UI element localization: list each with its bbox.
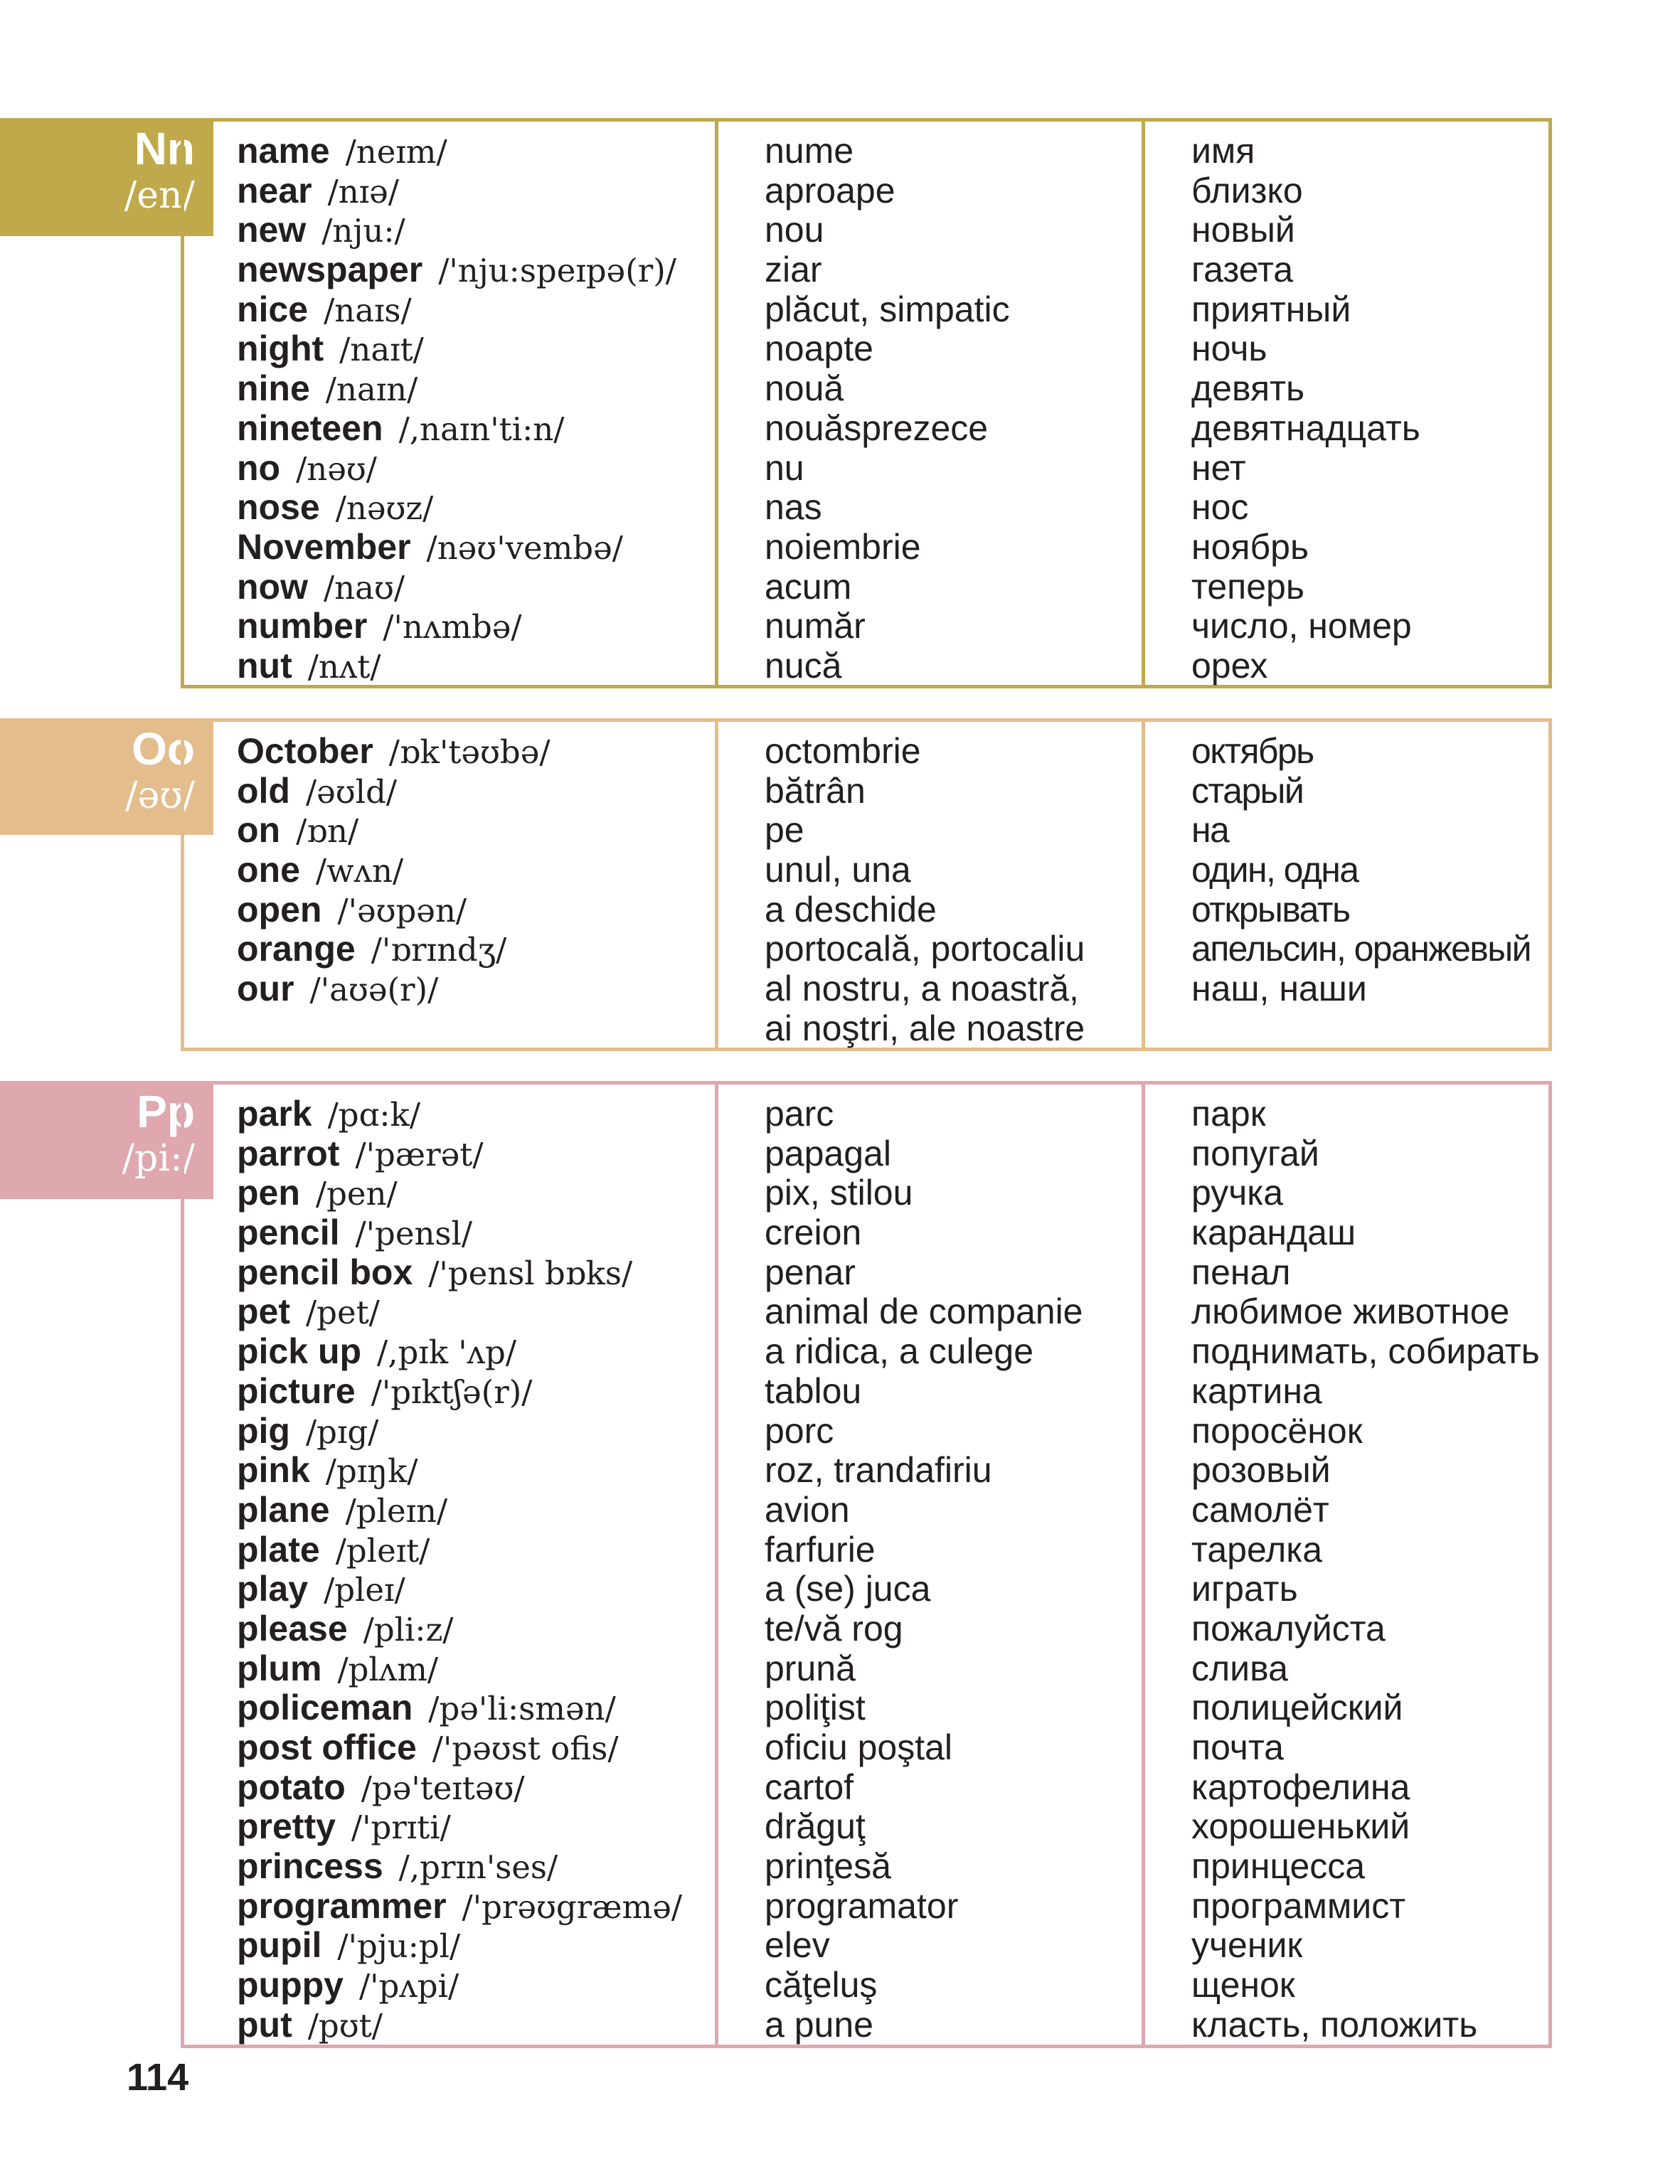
romanian-translation: a (se) juca (765, 1569, 931, 1609)
romanian-translation: a deschide (765, 889, 937, 929)
russian-translation: открывать (1191, 889, 1350, 929)
entry-english (237, 607, 676, 646)
russian-translation: принцесса (1191, 1846, 1366, 1887)
headword: policeman (237, 1688, 413, 1728)
russian-translation: нет (1191, 447, 1246, 488)
romanian-translation: penar (765, 1252, 856, 1292)
entry-english (237, 1887, 682, 1927)
russian-translation: пенал (1191, 1252, 1291, 1292)
entry-english (237, 1134, 682, 1174)
russian-translation: щенок (1191, 1965, 1295, 2005)
transcription: /pɪŋk/ (325, 1452, 418, 1491)
romanian-translation: animal de companie (765, 1291, 1083, 1332)
entry-english (237, 528, 676, 568)
headword: nut (237, 645, 292, 686)
transcription: /pə'teɪtəʊ/ (361, 1769, 525, 1807)
transcription: /pɪg/ (305, 1412, 379, 1451)
romanian-translation: bătrân (765, 770, 866, 811)
transcription: /nəʊz/ (335, 489, 434, 528)
russian-translation: играть (1191, 1569, 1298, 1609)
transcription: /əʊld/ (305, 772, 398, 811)
entry-english (237, 1491, 682, 1530)
headword: October (237, 731, 373, 771)
entry-english (237, 969, 551, 1009)
entry-english (237, 811, 551, 851)
entry-english (237, 369, 676, 409)
section-letter: Oo (132, 723, 195, 774)
headword: pick up (237, 1331, 362, 1372)
transcription: /naɪn/ (325, 371, 418, 409)
section-box-n (181, 118, 1552, 688)
headword: night (237, 329, 324, 369)
english-column (237, 732, 551, 1049)
romanian-column (765, 732, 1085, 1049)
headword: name (237, 131, 330, 171)
romanian-translation: nu (765, 447, 804, 488)
headword: pig (237, 1410, 290, 1451)
russian-translation: картофелина (1191, 1767, 1410, 1807)
headword: open (237, 889, 322, 929)
transcription: /naɪs/ (324, 291, 412, 329)
headword: parrot (237, 1133, 340, 1173)
headword: park (237, 1094, 312, 1134)
headword: on (237, 810, 281, 851)
russian-translation: имя (1191, 131, 1255, 171)
russian-translation: ученик (1191, 1925, 1303, 1966)
romanian-translation: prună (765, 1648, 856, 1688)
transcription: /pʊt/ (307, 2006, 383, 2045)
russian-translation: попугай (1191, 1133, 1319, 1173)
entry-english (237, 929, 551, 969)
romanian-translation: unul, una (765, 850, 911, 890)
romanian-translation: acum (765, 566, 852, 607)
headword: nine (237, 368, 310, 409)
entry-english (237, 488, 676, 528)
headword: orange (237, 929, 356, 969)
headword: play (237, 1569, 309, 1609)
russian-translation: новый (1191, 210, 1295, 250)
transcription: /pə'li:smən/ (428, 1690, 616, 1728)
entry-english (237, 1412, 682, 1451)
entry-english (237, 211, 676, 250)
entry-english (237, 1332, 682, 1372)
headword: post office (237, 1727, 417, 1767)
headword: now (237, 566, 308, 607)
entry-english (237, 1728, 682, 1768)
entry-english (237, 1966, 682, 2005)
romanian-translation: octombrie (765, 731, 921, 771)
entry-english (237, 1451, 682, 1491)
entry-english (237, 890, 551, 930)
russian-translation (1191, 1009, 1531, 1049)
transcription: /naʊ/ (323, 568, 405, 607)
russian-translation: девятнадцать (1191, 407, 1420, 448)
transcription: /ɒn/ (296, 812, 359, 851)
romanian-translation: farfurie (765, 1529, 876, 1570)
transcription: /nʌt/ (307, 647, 381, 686)
romanian-translation: prinţesă (765, 1846, 891, 1887)
entry-english (237, 1807, 682, 1847)
entry-english (237, 290, 676, 330)
romanian-translation: nouă (765, 368, 844, 409)
transcription: /'pɪktʃə(r)/ (371, 1373, 533, 1411)
romanian-column (765, 1094, 1083, 2045)
romanian-translation: programator (765, 1885, 959, 1926)
russian-translation: карандаш (1191, 1213, 1356, 1253)
romanian-translation: creion (765, 1213, 862, 1253)
entry-english (237, 132, 676, 171)
romanian-column (765, 132, 1010, 686)
transcription: /nɪə/ (327, 172, 399, 211)
romanian-translation: te/vă rog (765, 1608, 903, 1648)
russian-translation: девять (1191, 368, 1305, 409)
transcription: /'pju:pl/ (337, 1927, 461, 1966)
headword: picture (237, 1370, 356, 1411)
section-box-o (181, 718, 1552, 1051)
entry-english (237, 1253, 682, 1293)
russian-translation: почта (1191, 1727, 1284, 1767)
russian-column (1191, 132, 1420, 686)
transcription: /wʌn/ (315, 852, 404, 890)
transcription: /naɪt/ (339, 331, 424, 369)
romanian-translation: oficiu poştal (765, 1727, 953, 1767)
transcription: /'ɒrɪndʒ/ (371, 931, 507, 969)
russian-translation: программист (1191, 1885, 1406, 1926)
romanian-translation: număr (765, 606, 866, 646)
entry-english (237, 1009, 551, 1049)
headword: number (237, 606, 368, 646)
russian-translation: число, номер (1191, 606, 1412, 646)
section-ipa: /pi:/ (122, 1137, 195, 1180)
headword: plum (237, 1648, 322, 1688)
transcription: /ɒk'təʊbə/ (388, 733, 551, 771)
russian-translation: приятный (1191, 289, 1351, 329)
russian-column (1191, 732, 1531, 1049)
romanian-translation: ziar (765, 250, 822, 290)
headword: old (237, 770, 290, 811)
romanian-translation: roz, trandafiriu (765, 1450, 992, 1491)
headword: new (237, 210, 307, 250)
headword: pencil box (237, 1252, 413, 1292)
transcription: /'pəʊst ofis/ (432, 1730, 619, 1767)
headword: please (237, 1608, 348, 1648)
entry-english (237, 1847, 682, 1887)
entry-english (237, 1926, 682, 1966)
romanian-translation: tablou (765, 1370, 862, 1411)
entry-english (237, 772, 551, 811)
russian-translation: поднимать, собирать (1191, 1331, 1540, 1372)
transcription: /nəʊ/ (296, 449, 377, 488)
headword: put (237, 2004, 292, 2045)
headword: nose (237, 487, 320, 528)
headword: pencil (237, 1213, 340, 1253)
entry-english (237, 171, 676, 211)
romanian-translation: nume (765, 131, 854, 171)
russian-translation: хорошенький (1191, 1806, 1410, 1847)
headword: no (237, 447, 281, 488)
transcription: /,prɪn'ses/ (398, 1848, 558, 1887)
russian-translation: самолёт (1191, 1489, 1329, 1530)
entry-english (237, 1649, 682, 1689)
russian-translation: нос (1191, 487, 1249, 528)
transcription: /'nʌmbə/ (383, 608, 522, 646)
romanian-translation: avion (765, 1489, 850, 1530)
russian-translation: тарелка (1191, 1529, 1323, 1570)
entry-english (237, 851, 551, 890)
section-ipa: /en/ (124, 174, 195, 217)
russian-translation: близко (1191, 170, 1303, 211)
romanian-translation: al nostru, a noastră, (765, 969, 1079, 1009)
section-letter: Pp (137, 1086, 195, 1137)
romanian-translation: cartof (765, 1767, 854, 1807)
headword: one (237, 850, 300, 890)
headword: nineteen (237, 407, 383, 448)
transcription: /pɑ:k/ (327, 1096, 420, 1134)
entry-english (237, 646, 676, 686)
russian-translation: парк (1191, 1094, 1266, 1134)
entry-english (237, 1609, 682, 1649)
transcription: /'pærət/ (355, 1135, 484, 1173)
transcription: /neɪm/ (345, 133, 447, 171)
transcription: /plʌm/ (337, 1650, 439, 1688)
romanian-translation: nou (765, 210, 824, 250)
russian-translation: газета (1191, 250, 1294, 290)
headword: programmer (237, 1885, 447, 1926)
section-letter: Nn (134, 123, 195, 174)
transcription: /pen/ (315, 1175, 398, 1213)
headword: November (237, 526, 411, 567)
transcription: /'pʌpi/ (358, 1967, 459, 2005)
romanian-translation: plăcut, simpatic (765, 289, 1010, 329)
romanian-translation: aproape (765, 170, 895, 211)
russian-translation: полицейский (1191, 1688, 1403, 1728)
romanian-translation: pe (765, 810, 804, 851)
russian-translation: старый (1191, 770, 1304, 811)
romanian-translation: drăguţ (765, 1806, 866, 1847)
transcription: /'prɪti/ (351, 1809, 451, 1847)
romanian-translation: noiembrie (765, 526, 921, 567)
headword: potato (237, 1767, 346, 1807)
section-box-p (181, 1081, 1552, 2048)
romanian-translation: poliţist (765, 1688, 866, 1728)
russian-translation: слива (1191, 1648, 1288, 1688)
transcription: /'aʊə(r)/ (309, 971, 439, 1009)
romanian-translation: pix, stilou (765, 1173, 913, 1213)
headword: pink (237, 1450, 310, 1491)
entry-english (237, 2005, 682, 2045)
russian-translation: картина (1191, 1370, 1322, 1411)
romanian-translation: nucă (765, 645, 842, 686)
entry-english (237, 449, 676, 489)
romanian-translation: a ridica, a culege (765, 1331, 1034, 1372)
russian-translation: розовый (1191, 1450, 1331, 1491)
romanian-translation: nouăsprezece (765, 407, 989, 448)
entry-english (237, 1292, 682, 1332)
romanian-translation: a pune (765, 2004, 873, 2045)
transcription: /nju:/ (321, 212, 405, 250)
romanian-translation: papagal (765, 1133, 891, 1173)
entry-english (237, 329, 676, 369)
headword: our (237, 969, 294, 1009)
romanian-translation: porc (765, 1410, 834, 1451)
romanian-translation: noapte (765, 329, 873, 369)
entry-english (237, 1094, 682, 1134)
transcription: /'əʊpən/ (337, 891, 467, 929)
headword: princess (237, 1846, 383, 1887)
romanian-translation: portocală, portocaliu (765, 929, 1085, 969)
entry-english (237, 409, 676, 449)
russian-translation: поросёнок (1191, 1410, 1363, 1451)
entry-english (237, 1768, 682, 1808)
headword: pen (237, 1173, 300, 1213)
transcription: /,naɪn'ti:n/ (398, 410, 565, 448)
headword: newspaper (237, 250, 423, 290)
entry-english (237, 1688, 682, 1728)
page-number: 114 (127, 2056, 189, 2099)
transcription: /,pɪk 'ʌp/ (377, 1333, 517, 1372)
russian-translation: класть, положить (1191, 2004, 1478, 2045)
russian-column (1191, 1094, 1540, 2045)
entry-english (237, 1173, 682, 1213)
russian-translation: ноябрь (1191, 526, 1309, 567)
headword: pupil (237, 1925, 322, 1966)
transcription: /pli:z/ (363, 1610, 454, 1648)
entry-english (237, 1530, 682, 1570)
transcription: /'prəʊgræmə/ (462, 1887, 682, 1926)
transcription: /pleɪt/ (335, 1531, 430, 1570)
russian-translation: орех (1191, 645, 1268, 686)
russian-translation: наш, наши (1191, 969, 1367, 1009)
russian-translation: октябрь (1191, 731, 1314, 771)
entry-english (237, 250, 676, 290)
headword: nice (237, 289, 309, 329)
transcription: /'pensl bɒks/ (428, 1254, 633, 1292)
english-column (237, 1094, 682, 2045)
transcription: /'pensl/ (355, 1215, 473, 1253)
headword: puppy (237, 1965, 344, 2005)
section-ipa: /əʊ/ (124, 774, 195, 817)
romanian-translation: căţeluş (765, 1965, 878, 2005)
russian-translation: ночь (1191, 329, 1267, 369)
romanian-translation: ai noştri, ale noastre (765, 1008, 1085, 1048)
transcription: /pet/ (306, 1294, 380, 1332)
entry-english (237, 732, 551, 772)
entry-english (237, 1570, 682, 1609)
headword: near (237, 170, 312, 211)
transcription: /pleɪ/ (324, 1571, 405, 1609)
romanian-translation: parc (765, 1094, 834, 1134)
headword: pretty (237, 1806, 336, 1847)
transcription: /pleɪn/ (345, 1491, 448, 1530)
english-column (237, 132, 676, 686)
headword: plane (237, 1489, 330, 1530)
russian-translation: один, одна (1191, 850, 1359, 890)
romanian-translation: elev (765, 1925, 830, 1966)
entry-english (237, 1213, 682, 1253)
entry-english (237, 1372, 682, 1412)
russian-translation: апельсин, оранжевый (1191, 929, 1531, 969)
russian-translation: теперь (1191, 566, 1304, 607)
romanian-translation: nas (765, 487, 822, 528)
russian-translation: пожалуйста (1191, 1608, 1386, 1648)
russian-translation: ручка (1191, 1173, 1284, 1213)
transcription: /'nju:speɪpə(r)/ (438, 252, 676, 290)
transcription: /nəʊ'vembə/ (426, 528, 623, 567)
entry-english (237, 568, 676, 607)
headword: plate (237, 1529, 320, 1570)
russian-translation: на (1191, 810, 1229, 851)
headword: pet (237, 1291, 290, 1332)
russian-translation: любимое животное (1191, 1291, 1510, 1332)
